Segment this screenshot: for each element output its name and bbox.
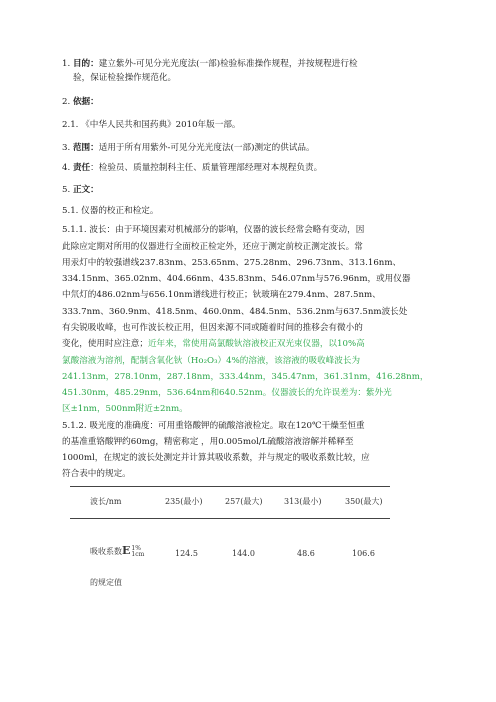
table-header-rule xyxy=(70,518,390,519)
table-row-label xyxy=(90,545,144,558)
highlighted-line: 区±1nm，500nm附近±2nm。 xyxy=(62,404,188,414)
section-1-line2: 验，保证检验操作规范化。 xyxy=(73,73,177,83)
section-heading: 依据： xyxy=(72,97,99,107)
section-number: 3. xyxy=(62,143,71,153)
section-5-1: 5.1. 仪器的校正和检定。 xyxy=(62,206,159,216)
section-number: 2. xyxy=(62,97,71,107)
para-511-line: 5.1.1. 波长：由于环境因素对机械部分的影响，仪器的波长经常会略有变动，因 xyxy=(62,225,365,235)
section-5 xyxy=(62,184,444,197)
para-511-line: 此除应定期对所用的仪器进行全面校正检定外，还应于测定前校正测定波长。常 xyxy=(62,242,363,252)
highlighted-text: 近年来，常使用高氯酸钬溶液校正双光束仪器，以10%高 xyxy=(147,339,365,349)
table-header-cell: 波长/nm xyxy=(90,497,122,506)
table-value-cell: 106.6 xyxy=(352,549,375,558)
table-value-cell: 144.0 xyxy=(232,549,255,558)
table-header-cell: 350(最大) xyxy=(345,497,383,506)
section-text: 建立紫外-可见分光光度法(一部)检验标准操作规程，并按规程进行检 xyxy=(98,59,358,69)
para-511-line: 333.7nm、360.9nm、418.5nm、460.0nm、484.5nm、536.2nm与637.5nm波长处 xyxy=(62,307,408,317)
table-top-rule xyxy=(70,486,390,487)
para-512-line: 1000ml，在规定的波长处测定并计算其吸收系数，并与规定的吸收系数比较，应 xyxy=(62,453,370,463)
table-header-cell: 257(最大) xyxy=(225,497,263,506)
para-511-line: 有尖锐吸收峰，也可作波长校正用，但因来源不同或随着时间的推移会有微小的 xyxy=(62,323,363,333)
section-number: 1. xyxy=(62,59,71,69)
para-511-text: 变化，使用时应注意； xyxy=(62,339,148,349)
row-label-text: 吸收系数 xyxy=(90,547,122,556)
para-512-line: 5.1.2. 吸光度的准确度：可用重铬酸钾的硫酸溶液检定。取在120℃干燥至恒重 xyxy=(62,421,365,431)
highlighted-line: 451.30nm，485.29nm，536.64nm和640.52nm。仪器波长的允许误差为：紫外光 xyxy=(62,388,392,398)
table-header-cell: 313(最小) xyxy=(284,497,322,506)
highlighted-line: 241.13nm，278.10nm，287.18nm，333.44nm，345.47nm，361.31nm，416.28nm， xyxy=(62,372,429,382)
section-heading: 目的： xyxy=(72,59,99,69)
table-header-cell: 235(最小) xyxy=(165,497,203,506)
section-4 xyxy=(62,162,444,175)
section-2 xyxy=(62,96,444,109)
table-value-cell: 48.6 xyxy=(297,549,315,558)
section-heading: 范围： xyxy=(72,143,99,153)
para-512-line: 的基准重铬酸钾约60mg，精密称定 ，用0.005mol/L硫酸溶液溶解并稀释至 xyxy=(62,437,354,447)
absorbance-subscript: 1cm xyxy=(131,551,145,558)
section-1-line1 xyxy=(62,58,444,71)
section-number: 4. xyxy=(62,163,71,173)
table-row-label-cont: 的规定值 xyxy=(90,578,122,587)
section-heading: 正文： xyxy=(72,185,99,195)
section-number: 5. xyxy=(62,185,71,195)
highlighted-line: 氯酸溶液为溶剂，配制含氧化钬（Ho₂O₃）4%的溶液，该溶液的吸收峰波长为 xyxy=(62,356,361,366)
para-511-line: 用汞灯中的较强谱线237.83nm、253.65nm、275.28nm、296.73nm、313.16nm、 xyxy=(62,258,402,268)
para-511-line: 334.15nm、365.02nm、404.66nm、435.83nm、546.07nm与576.96nm，或用仪器 xyxy=(62,274,411,284)
para-511-line: 中氘灯的486.02nm与656.10nm谱线进行校正；钬玻璃在279.4nm、287.5nm、 xyxy=(62,290,381,300)
absorbance-symbol: E xyxy=(122,544,131,557)
para-512-line: 符合表中的规定。 xyxy=(62,469,131,479)
section-2-1: 2.1. 《中华人民共和国药典》2010年版一部。 xyxy=(62,120,241,130)
section-heading: 责任 xyxy=(72,163,91,173)
absorbance-fraction xyxy=(131,546,144,558)
absorbance-superscript: 1% xyxy=(131,545,141,552)
section-3 xyxy=(62,142,444,155)
para-511-line-mixed xyxy=(62,338,444,351)
table-value-cell: 124.5 xyxy=(175,549,198,558)
section-text: 适用于所有用紫外-可见分光光度法(一部)测定的供试品。 xyxy=(98,143,315,153)
section-text: ：检验员、质量控制科主任、质量管理部经理对本规程负责。 xyxy=(90,163,323,173)
